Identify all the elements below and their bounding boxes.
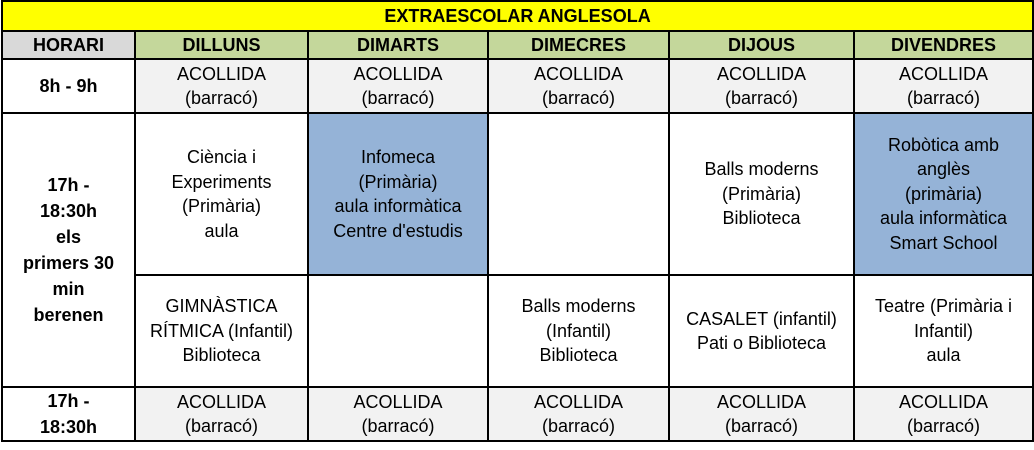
time-line: berenen xyxy=(33,305,104,325)
cell-top-dimarts xyxy=(308,113,488,275)
cell-top-dimecres xyxy=(488,113,669,275)
cell-evening-dimarts xyxy=(308,387,488,441)
cell-morning-divendres xyxy=(854,59,1033,113)
activity-line: aula informàtica xyxy=(334,196,462,216)
activity-place: (barracó) xyxy=(541,416,616,436)
cell-bottom-dijous xyxy=(669,275,854,387)
time-afternoon xyxy=(2,113,135,387)
header-dijous: DIJOUS xyxy=(669,31,854,59)
header-dimecres: DIMECRES xyxy=(488,31,669,59)
schedule-table xyxy=(1,0,1034,442)
activity-line: Smart School xyxy=(889,232,998,253)
activity-line: (Primària) xyxy=(358,171,438,192)
activity-line: Ciència i xyxy=(186,147,257,167)
morning-row xyxy=(2,59,1033,113)
activity-line: (Primària) xyxy=(182,196,261,216)
activity-name: ACOLLIDA xyxy=(898,391,989,412)
activity-name: ACOLLIDA xyxy=(176,63,267,84)
time-morning: 8h - 9h xyxy=(2,59,135,113)
activity-name: ACOLLIDA xyxy=(898,63,989,84)
activity-place: (barracó) xyxy=(361,88,435,108)
activity-name: ACOLLIDA xyxy=(353,63,443,84)
activity-line: Experiments xyxy=(171,171,272,192)
activity-place: (barracó) xyxy=(184,88,259,108)
time-line: primers 30 xyxy=(22,253,115,273)
activity-name: ACOLLIDA xyxy=(533,63,624,84)
header-dilluns: DILLUNS xyxy=(135,31,308,59)
evening-row xyxy=(2,387,1033,441)
activity-name: ACOLLIDA xyxy=(353,391,443,412)
activity-place: (barracó) xyxy=(907,416,981,436)
activity-place: (barracó) xyxy=(184,416,259,436)
cell-top-dijous xyxy=(669,113,854,275)
cell-bottom-dimecres xyxy=(488,275,669,387)
afternoon-row-bottom xyxy=(2,275,1033,387)
time-line: 18:30h xyxy=(39,201,98,221)
header-horari: HORARI xyxy=(2,31,135,59)
activity-line: (primària) xyxy=(905,183,983,204)
cell-evening-dimecres xyxy=(488,387,669,441)
activity-line: Infantil) xyxy=(914,320,974,341)
cell-top-dilluns xyxy=(135,113,308,275)
activity-place: (barracó) xyxy=(724,88,799,108)
activity-name: ACOLLIDA xyxy=(716,63,807,84)
activity-place: (barracó) xyxy=(907,88,981,108)
activity-line: Balls moderns xyxy=(704,159,819,180)
activity-place: (barracó) xyxy=(541,88,616,108)
activity-name: ACOLLIDA xyxy=(716,391,807,412)
time-line: els xyxy=(55,227,82,247)
time-line: 17h - xyxy=(47,391,90,411)
activity-line: aula xyxy=(926,345,961,366)
afternoon-row-top xyxy=(2,113,1033,275)
time-evening xyxy=(2,387,135,441)
activity-line: RÍTMICA (Infantil) xyxy=(149,320,294,341)
time-line: 18:30h xyxy=(39,417,98,437)
activity-line: Robòtica amb xyxy=(887,134,1000,155)
activity-line: Balls moderns xyxy=(521,296,636,317)
cell-evening-dijous xyxy=(669,387,854,441)
activity-name: ACOLLIDA xyxy=(533,391,624,412)
activity-line: Teatre (Primària i xyxy=(875,296,1013,317)
cell-bottom-dilluns xyxy=(135,275,308,387)
cell-evening-divendres xyxy=(854,387,1033,441)
cell-bottom-divendres xyxy=(854,275,1033,387)
time-line: 17h - xyxy=(47,175,90,195)
cell-top-divendres xyxy=(854,113,1033,275)
activity-line: Infomeca xyxy=(360,147,436,167)
cell-morning-dijous xyxy=(669,59,854,113)
activity-line: CASALET (infantil) xyxy=(686,308,837,329)
activity-line: Biblioteca xyxy=(722,208,801,229)
activity-line: GIMNÀSTICA xyxy=(165,296,278,317)
activity-line: (Infantil) xyxy=(545,320,612,341)
activity-place: (barracó) xyxy=(361,416,435,436)
activity-line: Biblioteca xyxy=(539,345,618,366)
activity-line: Pati o Biblioteca xyxy=(696,333,827,353)
activity-line: aula xyxy=(204,220,239,241)
cell-morning-dimecres xyxy=(488,59,669,113)
activity-name: ACOLLIDA xyxy=(176,391,267,412)
cell-evening-dilluns xyxy=(135,387,308,441)
header-dimarts: DIMARTS xyxy=(308,31,488,59)
cell-morning-dimarts xyxy=(308,59,488,113)
page-title: EXTRAESCOLAR ANGLESOLA xyxy=(2,1,1033,31)
activity-line: aula informàtica xyxy=(879,208,1008,229)
activity-line: (Primària) xyxy=(722,183,801,204)
cell-morning-dilluns xyxy=(135,59,308,113)
activity-place: (barracó) xyxy=(724,416,799,436)
title-row xyxy=(2,1,1033,31)
time-line: min xyxy=(52,279,85,299)
activity-line: Biblioteca xyxy=(182,345,261,366)
header-row xyxy=(2,31,1033,59)
activity-line: Centre d'estudis xyxy=(333,220,463,241)
activity-line: anglès xyxy=(916,159,971,180)
cell-bottom-dimarts xyxy=(308,275,488,387)
header-divendres: DIVENDRES xyxy=(854,31,1033,59)
